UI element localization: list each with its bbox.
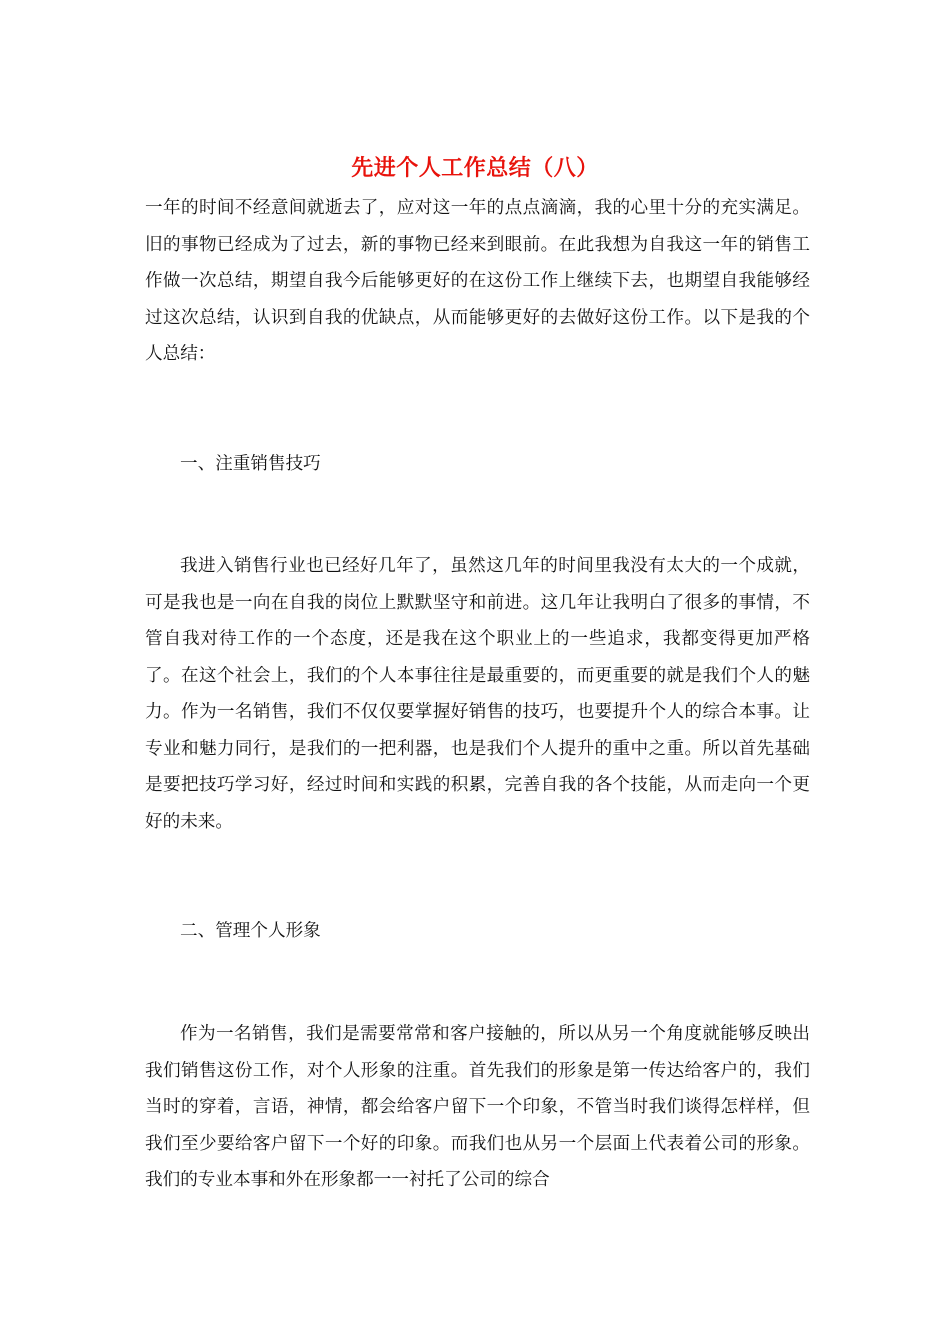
- section-paragraph-2: 作为一名销售，我们是需要常常和客户接触的，所以从另一个角度就能够反映出我们销售这份工作，对个人形象的注重。首先我们的形象是第一传达给客户的，我们当时的穿着，言语，神情，都会给客户留下一个印象，不管当时我们谈得怎样样，但我们至少要给客户留下一个好的印象。而我们也从另一个层面上代表着公司的形象。我们的专业本事和外在形象都一一衬托了公司的综合: [145, 1024, 810, 1190]
- section-heading-1: 一、注重销售技巧: [180, 454, 321, 474]
- document-title: 先进个人工作总结（八）: [351, 155, 599, 181]
- section-paragraph-1: 我进入销售行业也已经好几年了，虽然这几年的时间里我没有太大的一个成就，可是我也是一向在自我的岗位上默默坚守和前进。这几年让我明白了很多的事情，不管自我对待工作的一个态度，还是我在这个职业上的一些追求，我都变得更加严格了。在这个社会上，我们的个人本事往往是最重要的，而更重要的就是我们个人的魅力。作为一名销售，我们不仅仅要掌握好销售的技巧，也要提升个人的综合本事。让专业和魅力同行，是我们的一把利器，也是我们个人提升的重中之重。所以首先基础是要把技巧学习好，经过时间和实践的积累，完善自我的各个技能，从而走向一个更好的未来。: [145, 556, 810, 832]
- intro-paragraph: 一年的时间不经意间就逝去了，应对这一年的点点滴滴，我的心里十分的充实满足。旧的事物已经成为了过去，新的事物已经来到眼前。在此我想为自我这一年的销售工作做一次总结，期望自我今后能够更好的在这份工作上继续下去，也期望自我能够经过这次总结，认识到自我的优缺点，从而能够更好的去做好这份工作。以下是我的个人总结：: [145, 198, 810, 364]
- section-heading-2: 二、管理个人形象: [180, 921, 321, 941]
